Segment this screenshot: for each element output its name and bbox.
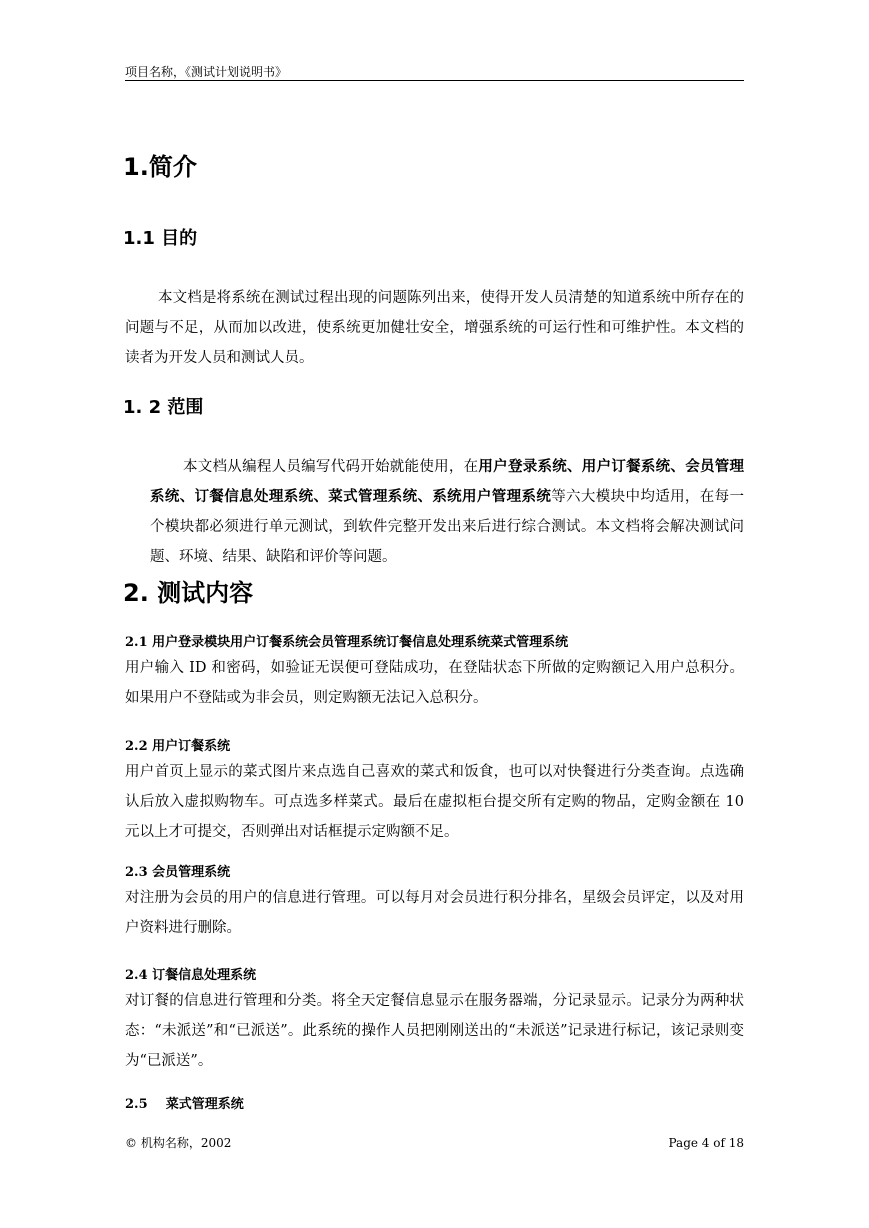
- copyright-footer: © 机构名称，2002: [125, 1136, 232, 1150]
- section-2-1-heading: 2.1 用户登录模块用户订餐系统会员管理系统订餐信息处理系统菜式管理系统: [125, 635, 569, 650]
- scope-paragraph: [150, 452, 744, 572]
- header-divider: [125, 80, 744, 81]
- scope-modules-bold: 用户登录系统、用户订餐系统、会员管理系统、订餐信息处理系统、菜式管理系统、系统用户管理系统: [150, 458, 744, 505]
- purpose-paragraph: 本文档是将系统在测试过程出现的问题陈列出来，使得开发人员清楚的知道系统中所存在的问题与不足，从而加以改进，使系统更加健壮安全，增强系统的可运行性和可维护性。本文档的读者为开发人员和测试人员。: [125, 290, 744, 366]
- page-header: 项目名称，《测试计划说明书》: [125, 65, 288, 79]
- section-1-1-heading: 1.1 目的: [123, 228, 198, 249]
- scope-text-end: 等六大模块中均适用，在每一个模块都必须进行单元测试，到软件完整开发出来后进行综合测试。本文档将会解决测试问题、环境、结果、缺陷和评价等问题。: [150, 489, 745, 565]
- page-number: Page 4 of 18: [668, 1136, 744, 1150]
- section-2-3-heading: 2.3 会员管理系统: [125, 865, 231, 880]
- section-2-3-text: 对注册为会员的用户的信息进行管理。可以每月对会员进行积分排名，星级会员评定，以及对用户资料进行删除。: [125, 890, 744, 936]
- section-2-2-heading: 2.2 用户订餐系统: [125, 739, 231, 754]
- section-1-heading: 1.简介: [123, 153, 197, 181]
- scope-text-start: 本文档从编程人员编写代码开始就能使用，在: [183, 459, 479, 475]
- section-1-2-heading: 1. 2 范围: [123, 397, 204, 418]
- section-2-heading: 2. 测试内容: [123, 579, 254, 607]
- section-2-1-text: 用户输入 ID 和密码，如验证无误便可登陆成功，在登陆状态下所做的定购额记入用户总积分。如果用户不登陆或为非会员，则定购额无法记入总积分。: [125, 660, 744, 706]
- section-2-5-heading: 2.5 菜式管理系统: [125, 1097, 244, 1112]
- section-2-2-text: 用户首页上显示的菜式图片来点选自己喜欢的菜式和饭食，也可以对快餐进行分类查询。点选确认后放入虚拟购物车。可点选多样菜式。最后在虚拟柜台提交所有定购的物品，定购金额在 10 元以上才可提交，否则弹出对话框提示定购额不足。: [125, 764, 744, 840]
- section-2-4-heading: 2.4 订餐信息处理系统: [125, 968, 257, 983]
- section-2-4-text: 对订餐的信息进行管理和分类。将全天定餐信息显示在服务器端，分记录显示。记录分为两种状态：“未派送”和“已派送”。此系统的操作人员把刚刚送出的“未派送”记录进行标记，该记录则变为“已派送”。: [125, 993, 744, 1069]
